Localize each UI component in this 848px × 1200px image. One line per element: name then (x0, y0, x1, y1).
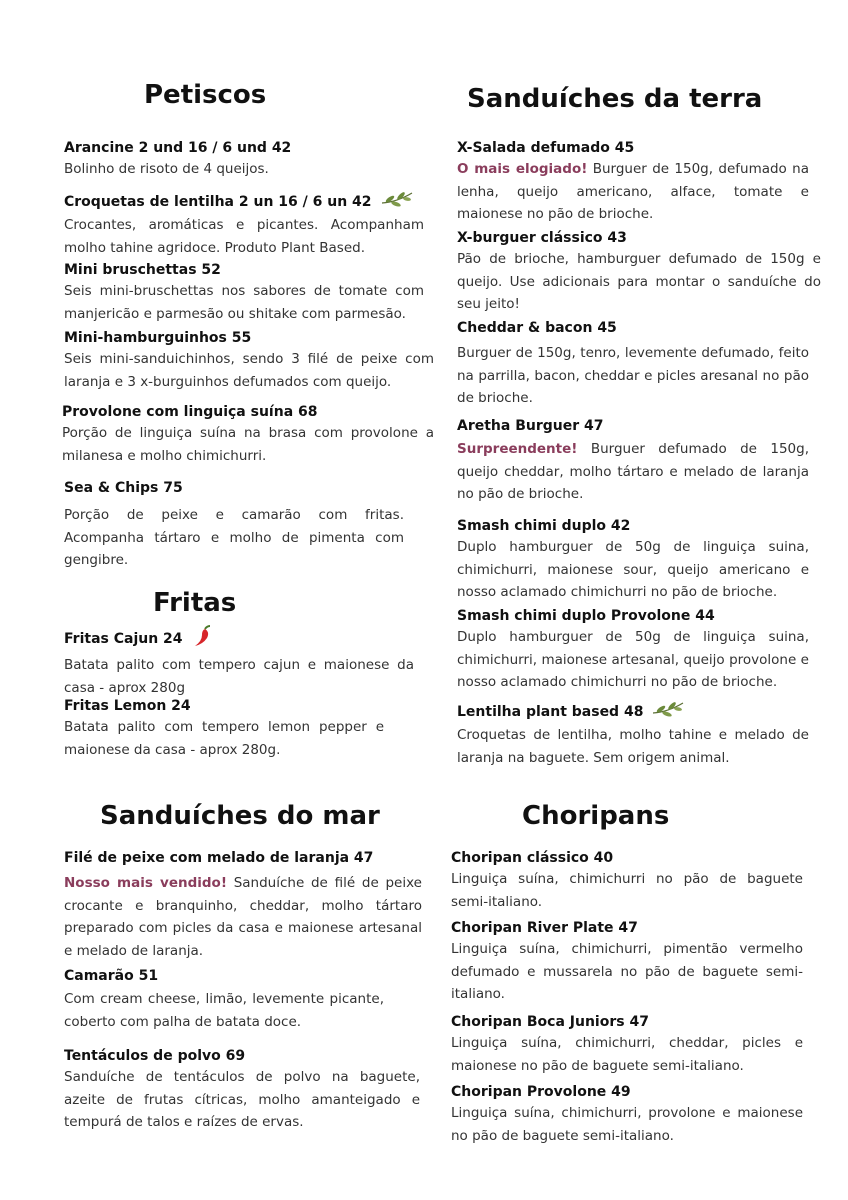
item-description: Porção de peixe e camarão com fritas. Acompanha tártaro e molho de pimenta com gengibre. (64, 507, 404, 568)
section-title-sanduiches-do-mar: Sanduíches do mar (100, 801, 380, 831)
item-description: Porção de linguiça suína na brasa com provolone a milanesa e molho chimichurri. (62, 425, 434, 464)
item-name: Fritas Lemon 24 (64, 698, 191, 714)
highlight-text: Surpreendente! (457, 441, 578, 457)
item-description: Com cream cheese, limão, levemente picante, coberto com palha de batata doce. (64, 991, 384, 1030)
item-description: Seis mini-bruschettas nos sabores de tomate com manjericão e parmesão ou shitake com parmesão. (64, 283, 424, 322)
item-name: Cheddar & bacon 45 (457, 320, 617, 336)
item-name: Smash chimi duplo 42 (457, 518, 631, 534)
menu-item (64, 138, 424, 181)
menu-item (457, 228, 821, 316)
item-description: Crocantes, aromáticas e picantes. Acompanham molho tahine agridoce. Produto Plant Based. (64, 217, 424, 256)
menu-item (451, 848, 803, 913)
menu-item (64, 260, 424, 325)
menu-item (64, 328, 434, 393)
item-name: Sea & Chips 75 (64, 480, 183, 496)
item-name: Croquetas de lentilha 2 un 16 / 6 un 42 (64, 190, 424, 214)
item-description: Bolinho de risoto de 4 queijos. (64, 161, 269, 177)
item-name: Filé de peixe com melado de laranja 47 (64, 850, 374, 866)
item-name: X-Salada defumado 45 (457, 140, 635, 156)
item-name: Fritas Cajun 24 (64, 624, 414, 654)
item-description: Linguiça suína, chimichurri, cheddar, picles e maionese no pão de baguete semi-italiano. (451, 1035, 803, 1074)
item-name: Choripan River Plate 47 (451, 920, 638, 936)
item-description: Linguiça suína, chimichurri, pimentão vermelho defumado e mussarela no pão de baguete semi-italiano. (451, 941, 803, 1002)
item-name: Choripan clássico 40 (451, 850, 614, 866)
menu-item (64, 966, 384, 1033)
menu-item (64, 478, 404, 572)
section-title-fritas: Fritas (153, 588, 237, 618)
chili-pepper-icon (191, 624, 215, 654)
item-name: Tentáculos de polvo 69 (64, 1048, 246, 1064)
item-name: Aretha Burguer 47 (457, 418, 604, 434)
menu-item (62, 402, 434, 467)
item-name: Choripan Provolone 49 (451, 1084, 631, 1100)
menu-item (457, 318, 809, 410)
item-description: Croquetas de lentilha, molho tahine e melado de laranja na baguete. Sem origem animal. (457, 727, 809, 766)
menu-item (457, 416, 809, 506)
menu-item (457, 700, 809, 769)
menu-item (457, 516, 809, 604)
highlight-text: O mais elogiado! (457, 161, 588, 177)
item-description: Nosso mais vendido! Sanduíche de filé de peixe crocante e branquinho, cheddar, molho tártaro preparado com picles da casa e maionese artesanal e melado de laranja. (64, 875, 422, 959)
menu-item (64, 848, 422, 962)
item-description: O mais elogiado! Burguer de 150g, defumado na lenha, queijo americano, alface, tomate e maionese no pão de brioche. (457, 161, 809, 222)
menu-item (451, 1082, 803, 1147)
highlight-text: Nosso mais vendido! (64, 875, 227, 891)
item-name: Choripan Boca Juniors 47 (451, 1014, 649, 1030)
item-name: Arancine 2 und 16 / 6 und 42 (64, 140, 292, 156)
item-description: Linguiça suína, chimichurri no pão de baguete semi-italiano. (451, 871, 803, 910)
menu-item (64, 696, 384, 761)
menu-item (64, 624, 414, 699)
item-name: Lentilha plant based 48 (457, 700, 809, 724)
item-name: Camarão 51 (64, 968, 159, 984)
item-description: Duplo hamburguer de 50g de linguiça suina, chimichurri, maionese artesanal, queijo provolone e nosso aclamado chimichurri no pão de brioche. (457, 629, 809, 690)
leaf-icon (380, 190, 414, 214)
menu-item (457, 138, 809, 226)
menu-item (457, 606, 809, 694)
item-description: Duplo hamburguer de 50g de linguiça suina, chimichurri, maionese sour, queijo americano e nosso aclamado chimichurri no pão de brioche. (457, 539, 809, 600)
menu-item (451, 1012, 803, 1077)
item-description: Batata palito com tempero cajun e maionese da casa - aprox 280g (64, 657, 414, 696)
item-description: Batata palito com tempero lemon pepper e maionese da casa - aprox 280g. (64, 719, 384, 758)
item-description: Burguer de 150g, tenro, levemente defumado, feito na parrilla, bacon, cheddar e picles aresanal no pão de brioche. (457, 345, 809, 406)
item-name: X-burguer clássico 43 (457, 230, 627, 246)
menu-item (451, 918, 803, 1006)
item-description: Linguiça suína, chimichurri, provolone e maionese no pão de baguete semi-italiano. (451, 1105, 803, 1144)
item-description: Surpreendente! Burguer defumado de 150g, queijo cheddar, molho tártaro e melado de laranja no pão de brioche. (457, 441, 809, 502)
item-name: Smash chimi duplo Provolone 44 (457, 608, 715, 624)
item-name: Provolone com linguiça suína 68 (62, 404, 318, 420)
section-title-sanduiches-da-terra: Sanduíches da terra (467, 84, 763, 114)
section-title-petiscos: Petiscos (144, 80, 267, 110)
leaf-icon (651, 700, 685, 724)
item-description: Pão de brioche, hamburguer defumado de 150g e queijo. Use adicionais para montar o sanduíche do seu jeito! (457, 251, 821, 312)
item-description: Sanduíche de tentáculos de polvo na baguete, azeite de frutas cítricas, molho amanteigado e tempurá de talos e raízes de ervas. (64, 1069, 420, 1130)
menu-item (64, 190, 424, 259)
menu-item (64, 1046, 420, 1134)
section-title-choripans: Choripans (522, 801, 670, 831)
item-name: Mini bruschettas 52 (64, 262, 221, 278)
item-description: Seis mini-sanduichinhos, sendo 3 filé de peixe com laranja e 3 x-burguinhos defumados com queijo. (64, 351, 434, 390)
item-name: Mini-hamburguinhos 55 (64, 330, 252, 346)
